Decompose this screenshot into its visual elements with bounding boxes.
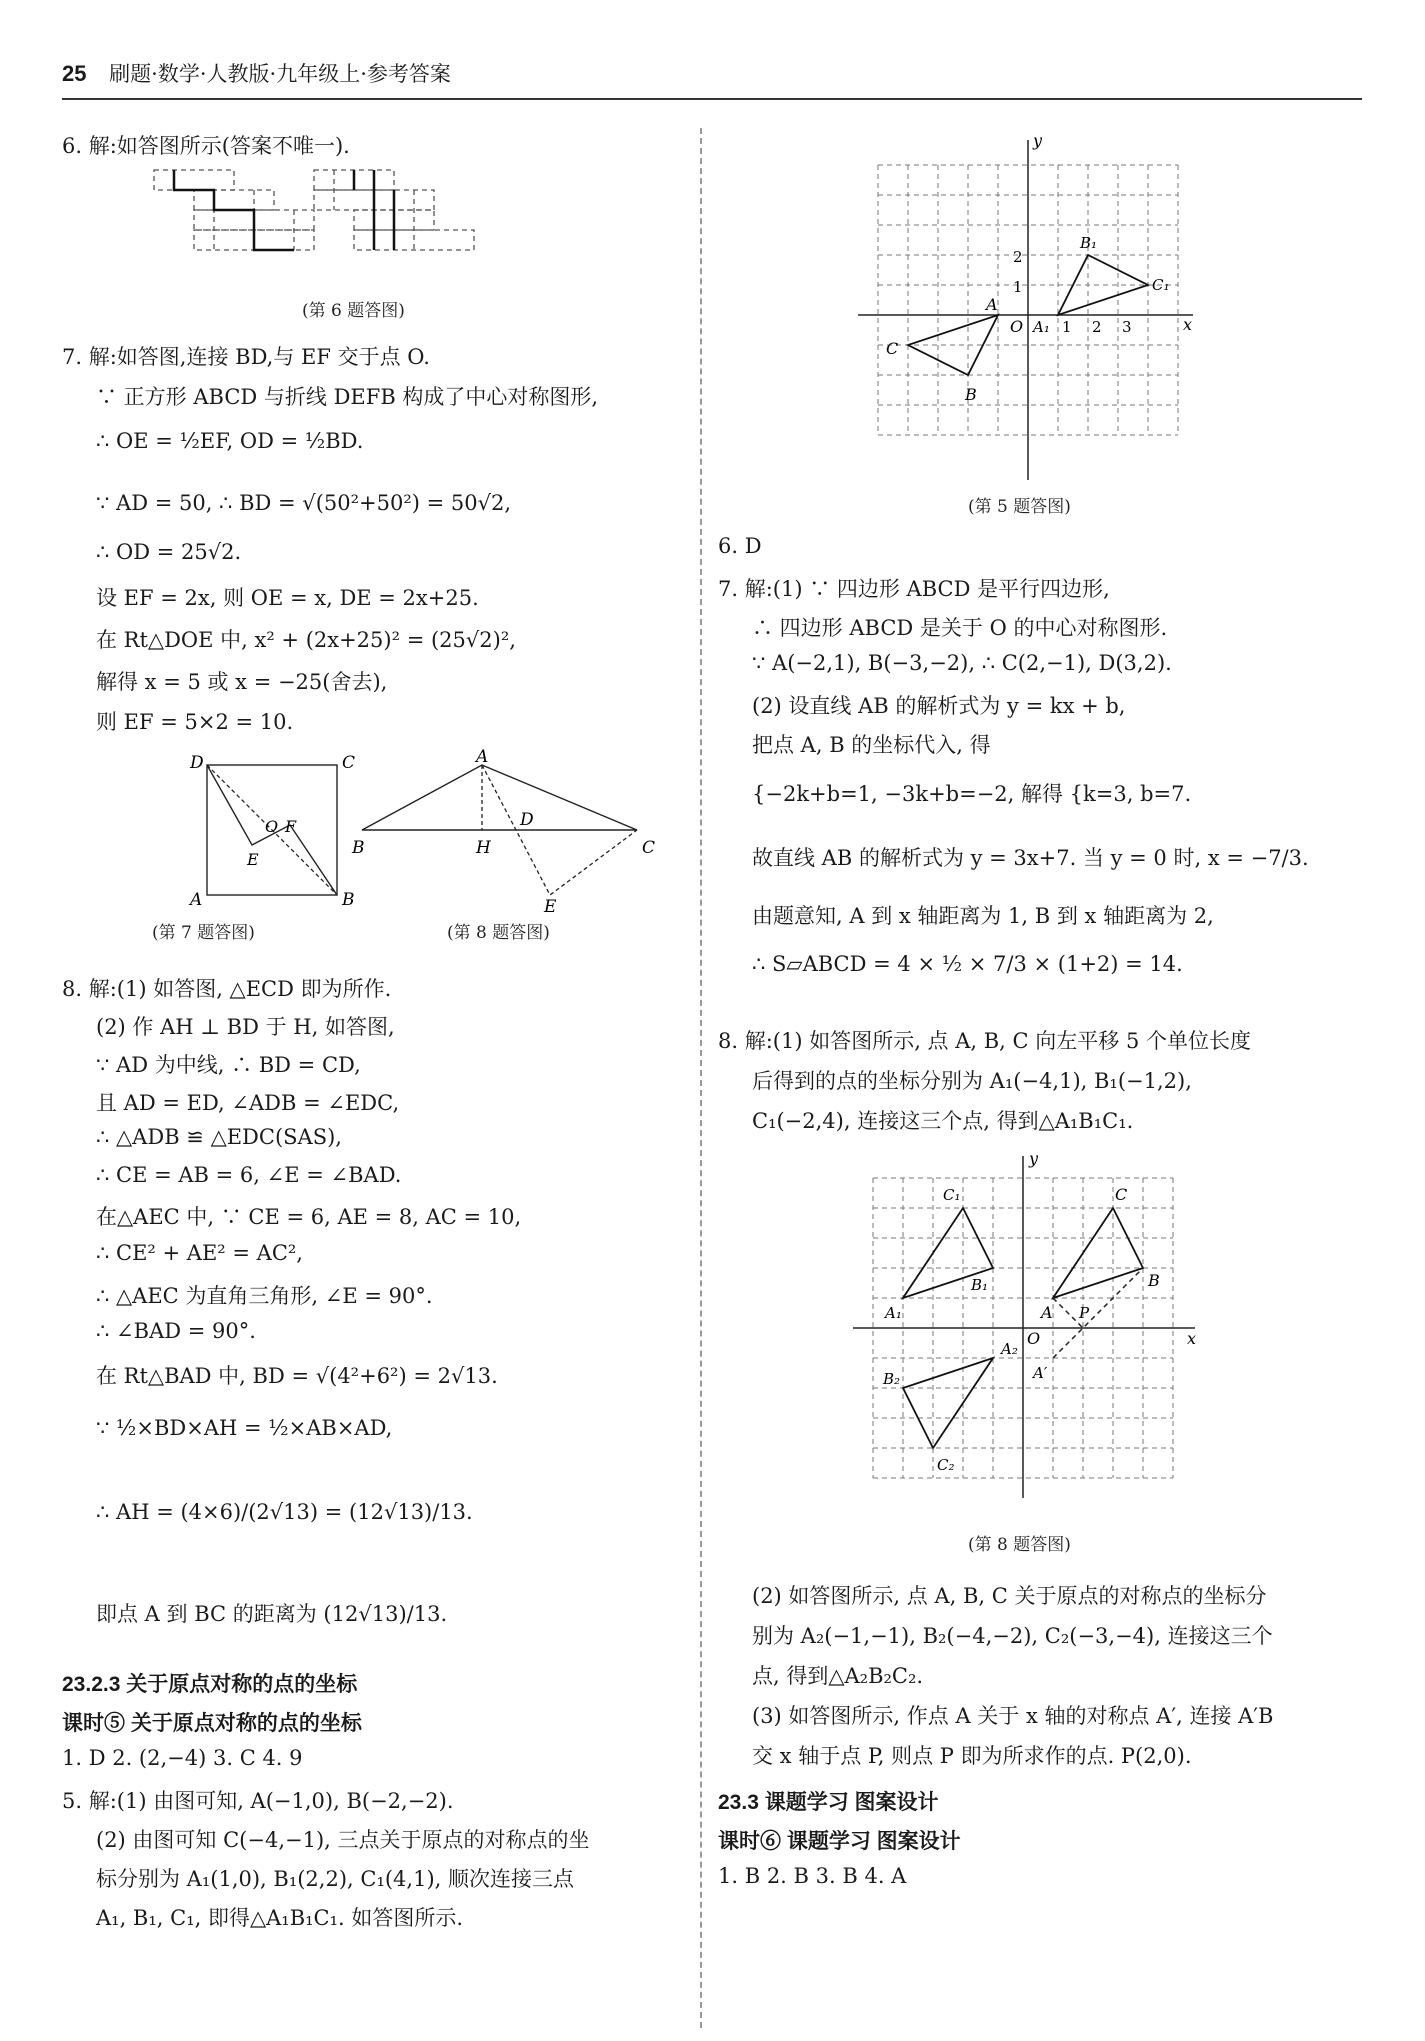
q8-line-9: ∴ ∠BAD = 90°. [96, 1319, 256, 1343]
page-title: 刷题·数学·人教版·九年级上·参考答案 [109, 62, 451, 86]
q7r-line-7: 由题意知, A 到 x 轴距离为 1, B 到 x 轴距离为 2, [752, 904, 1214, 928]
q7-caption: (第 7 题答图) [152, 923, 255, 943]
fig5-x-label: x [1183, 315, 1193, 334]
q7-figure [122, 750, 356, 910]
fig8-y-label: y [1029, 1149, 1039, 1168]
q7r-line-4: 把点 A, B 的坐标代入, 得 [752, 733, 991, 757]
q5-line-2: 标分别为 A₁(1,0), B₁(2,2), C₁(4,1), 顺次连接三点 [96, 1867, 574, 1891]
q7r-line-6: 故直线 AB 的解析式为 y = 3x+7. 当 y = 0 时, x = −7/3. [752, 846, 1309, 870]
fig8-p: P [1079, 1304, 1090, 1322]
q8b-line-1: 别为 A₂(−1,−1), B₂(−4,−2), C₂(−3,−4), 连接这三个 [752, 1624, 1273, 1648]
section-title-right: 23.3 课题学习 图案设计 [718, 1791, 939, 1814]
q8-label-h: H [476, 838, 491, 858]
fig5-b1: B₁ [1080, 234, 1098, 252]
lesson-title-right: 课时⑥ 课题学习 图案设计 [718, 1830, 961, 1853]
q8-line-3: 且 AD = ED, ∠ADB = ∠EDC, [96, 1091, 400, 1115]
q7-line-2: ∴ OE = ½EF, OD = ½BD. [96, 429, 364, 453]
q8-line-0: 8. 解:(1) 如答图, △ECD 即为所作. [62, 977, 392, 1001]
q8-label-c: C [642, 838, 656, 858]
fig8-b: B [1148, 1271, 1160, 1290]
q8-coordinate-figure [843, 1148, 1203, 1528]
q8-caption: (第 8 题答图) [447, 923, 550, 943]
q5-coordinate-figure [858, 130, 1198, 480]
q7r-line-2: ∵ A(−2,1), B(−3,−2), ∴ C(2,−1), D(3,2). [752, 651, 1172, 675]
q7-label-o: O [265, 817, 279, 836]
q8-line-12: ∴ AH = (4×6)/(2√13) = (12√13)/13. [96, 1500, 473, 1524]
q8-line-8: ∴ △AEC 为直角三角形, ∠E = 90°. [96, 1284, 433, 1308]
q7r-line-5: {−2k+b=1, −3k+b=−2, 解得 {k=3, b=7. [752, 782, 1192, 806]
q8-label-d: D [520, 810, 534, 830]
q6-left-text: 6. 解:如答图所示(答案不唯一). [62, 134, 350, 158]
q7-line-1: ∵ 正方形 ABCD 与折线 DEFB 构成了中心对称图形, [96, 385, 599, 409]
fig5-tick-x1: 1 [1062, 318, 1072, 336]
fig8-b2: B₂ [883, 1370, 901, 1388]
page-header [62, 58, 1362, 100]
fig8-c2: C₂ [937, 1456, 955, 1474]
q8-line-11: ∵ ½×BD×AH = ½×AB×AD, [96, 1416, 393, 1440]
fig5-tick-x3: 3 [1122, 318, 1132, 336]
fig5-tick-x2: 2 [1092, 318, 1102, 336]
q7-line-5: 设 EF = 2x, 则 OE = x, DE = 2x+25. [96, 586, 479, 610]
q7-label-b: B [342, 890, 355, 910]
fig5-a: A [986, 295, 998, 314]
q8-line-1: (2) 作 AH ⊥ BD 于 H, 如答图, [96, 1015, 395, 1039]
q5-line-1: (2) 由图可知 C(−4,−1), 三点关于原点的对称点的坐 [96, 1828, 590, 1852]
q8-line-4: ∴ △ADB ≌ △EDC(SAS), [96, 1125, 342, 1149]
q8r-line-2: C₁(−2,4), 连接这三个点, 得到△A₁B₁C₁. [752, 1109, 1134, 1133]
fig5-c: C [886, 339, 899, 358]
section-title-left: 23.2.3 关于原点对称的点的坐标 [62, 1673, 358, 1696]
q7r-line-8: ∴ S▱ABCD = 4 × ½ × 7/3 × (1+2) = 14. [752, 952, 1183, 976]
fig8-a-prime: A′ [1033, 1364, 1048, 1382]
short-answers-right: 1. B 2. B 3. B 4. A [718, 1864, 907, 1888]
q7-line-4: ∴ OD = 25√2. [96, 540, 242, 564]
q7-label-c: C [342, 753, 356, 773]
q8b-line-3: (3) 如答图所示, 作点 A 关于 x 轴的对称点 A′, 连接 A′B [752, 1704, 1274, 1728]
q5-line-3: A₁, B₁, C₁, 即得△A₁B₁C₁. 如答图所示. [96, 1906, 464, 1930]
fig8-c: C [1115, 1185, 1128, 1204]
fig5-y-label: y [1033, 131, 1043, 150]
fig5-tick-y2: 2 [1013, 248, 1023, 266]
q8-line-7: ∴ CE² + AE² = AC², [96, 1241, 303, 1265]
q5-line-0: 5. 解:(1) 由图可知, A(−1,0), B(−2,−2). [62, 1789, 454, 1813]
q6-caption: (第 6 题答图) [302, 301, 405, 321]
lesson-title-left: 课时⑤ 关于原点对称的点的坐标 [62, 1712, 362, 1735]
q7-label-a: A [190, 890, 203, 910]
q7-line-8: 则 EF = 5×2 = 10. [96, 710, 294, 734]
q8-label-b: B [352, 838, 365, 858]
q7r-line-3: (2) 设直线 AB 的解析式为 y = kx + b, [752, 694, 1126, 718]
fig8-a: A [1041, 1303, 1053, 1322]
q8-line-2: ∵ AD 为中线, ∴ BD = CD, [96, 1053, 361, 1077]
fig5-caption: (第 5 题答图) [968, 497, 1071, 517]
fig8-b1: B₁ [971, 1276, 989, 1294]
q8-line-13: 即点 A 到 BC 的距离为 (12√13)/13. [96, 1602, 448, 1626]
fig8-a1: A₁ [885, 1304, 902, 1322]
q8-label-e: E [544, 897, 557, 917]
q7-line-3: ∵ AD = 50, ∴ BD = √(50²+50²) = 50√2, [96, 491, 512, 515]
q8-line-10: 在 Rt△BAD 中, BD = √(4²+6²) = 2√13. [96, 1364, 498, 1388]
fig8-x-label: x [1187, 1329, 1197, 1348]
fig5-origin: O [1010, 317, 1024, 336]
q7-line-0: 7. 解:如答图,连接 BD,与 EF 交于点 O. [62, 345, 430, 369]
q8-label-a: A [476, 747, 489, 767]
q7-line-7: 解得 x = 5 或 x = −25(舍去), [96, 670, 388, 694]
fig5-c1: C₁ [1152, 276, 1170, 294]
q8r-line-1: 后得到的点的坐标分别为 A₁(−4,1), B₁(−1,2), [752, 1069, 1192, 1093]
fig8-caption: (第 8 题答图) [968, 1535, 1071, 1555]
short-answers-left: 1. D 2. (2,−4) 3. C 4. 9 [62, 1746, 303, 1770]
fig5-a1: A₁ [1033, 318, 1050, 336]
page-number: 25 [62, 61, 87, 86]
fig8-origin: O [1027, 1329, 1041, 1348]
q7-line-6: 在 Rt△DOE 中, x² + (2x+25)² = (25√2)², [96, 628, 516, 652]
q8b-line-2: 点, 得到△A₂B₂C₂. [752, 1664, 924, 1688]
fig8-a2: A₂ [1001, 1340, 1018, 1358]
q7-label-d: D [190, 753, 204, 773]
q8-line-5: ∴ CE = AB = 6, ∠E = ∠BAD. [96, 1163, 402, 1187]
q6-figure-2 [312, 168, 512, 258]
column-divider [700, 128, 702, 2028]
q6-right-answer: 6. D [718, 534, 762, 558]
q8-figure [352, 747, 682, 917]
q8b-line-0: (2) 如答图所示, 点 A, B, C 关于原点的对称点的坐标分 [752, 1584, 1267, 1608]
q8b-line-4: 交 x 轴于点 P, 则点 P 即为所求作的点. P(2,0). [752, 1744, 1192, 1768]
fig5-tick-y1: 1 [1013, 278, 1023, 296]
q7-label-f: F [285, 817, 297, 836]
q7-label-e: E [247, 850, 259, 869]
q8r-line-0: 8. 解:(1) 如答图所示, 点 A, B, C 向左平移 5 个单位长度 [718, 1029, 1251, 1053]
q7r-line-1: ∴ 四边形 ABCD 是关于 O 的中心对称图形. [752, 616, 1168, 640]
fig8-c1: C₁ [943, 1186, 961, 1204]
q7r-line-0: 7. 解:(1) ∵ 四边形 ABCD 是平行四边形, [718, 577, 1110, 601]
fig5-b: B [965, 385, 977, 404]
q8-line-6: 在△AEC 中, ∵ CE = 6, AE = 8, AC = 10, [96, 1205, 522, 1229]
